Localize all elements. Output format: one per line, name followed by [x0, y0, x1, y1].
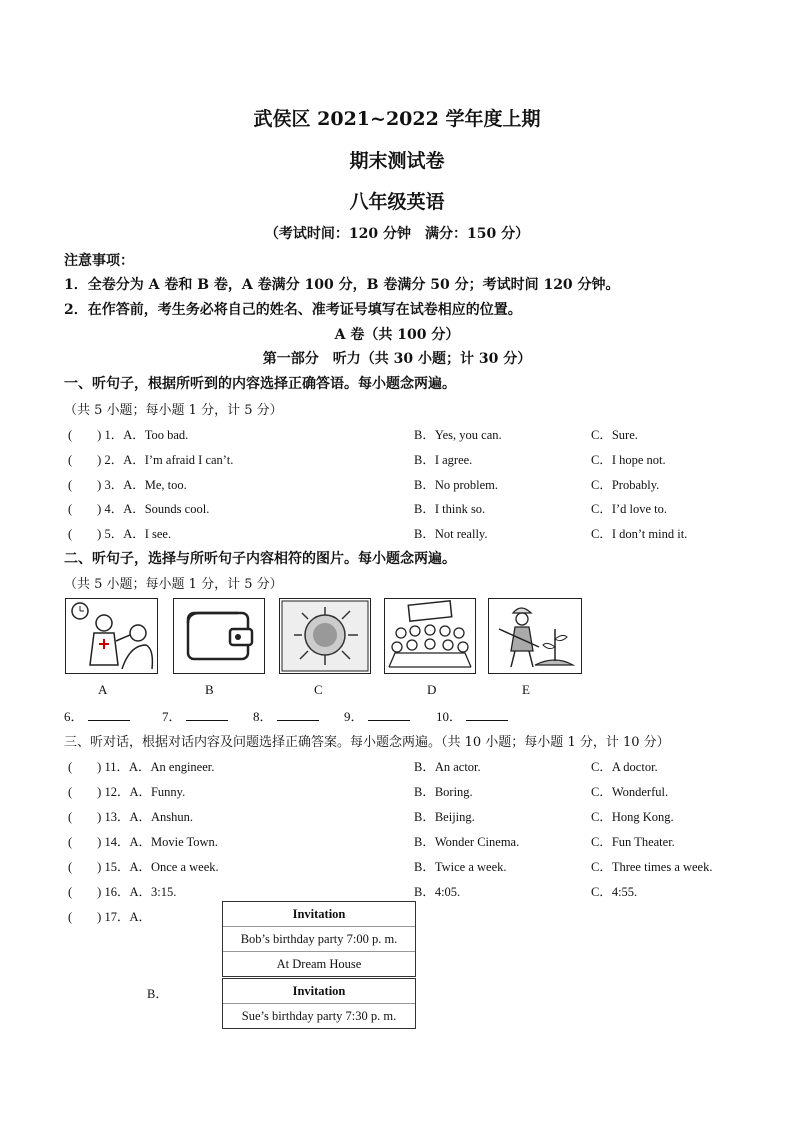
question-row — [0, 425, 794, 447]
option-a: ( ) 15．A．Once a week. — [68, 860, 219, 874]
exam-subtitle: 期末测试卷 — [349, 150, 445, 172]
picture-label: E — [522, 682, 530, 697]
exam-title: 武侯区 2021~2022 学年度上期 — [253, 108, 541, 130]
picture-b — [173, 598, 265, 674]
question-row — [0, 524, 794, 546]
invitation-line: Bob’s birthday party 7:00 p. m. — [223, 927, 415, 952]
option-c: C．Fun Theater. — [591, 835, 675, 849]
picture-a — [65, 598, 158, 674]
answer-blank[interactable] — [162, 706, 228, 725]
option-b: B． — [147, 987, 168, 1001]
cinema-audience-icon — [385, 599, 475, 673]
option-a: ( ) 11．A．An engineer. — [68, 760, 215, 774]
question-row — [0, 832, 794, 854]
option-a: ( ) 12．A．Funny. — [68, 785, 186, 799]
fireworks-icon — [280, 599, 370, 673]
blank-number: 7． — [162, 709, 182, 724]
section1-note: （共 5 小题；每小题 1 分，计 5 分） — [64, 403, 283, 418]
answer-blank[interactable] — [64, 706, 130, 725]
question-row — [0, 807, 794, 829]
option-b: B．No problem. — [414, 478, 499, 492]
option-c: C．I hope not. — [591, 453, 666, 467]
option-c: C．Probably. — [591, 478, 660, 492]
picture-e — [488, 598, 582, 674]
option-c: C．Sure. — [591, 428, 638, 442]
option-a: ( ) 4．A．Sounds cool. — [68, 502, 210, 516]
blank-number: 8． — [253, 709, 273, 724]
option-b: B．I agree. — [414, 453, 473, 467]
picture-label: B — [205, 682, 214, 697]
option-b: B．I think so. — [414, 502, 486, 516]
question-row — [0, 475, 794, 497]
invitation-card-a — [222, 901, 416, 977]
option-c: C．Three times a week. — [591, 860, 713, 874]
question-row — [0, 857, 794, 879]
option-a: ( ) 16．A．3:15. — [68, 885, 177, 899]
invitation-line: At Dream House — [276, 957, 362, 971]
wallet-icon — [174, 599, 264, 673]
exam-subject: 八年级英语 — [349, 191, 445, 213]
note-item: 1．全卷分为 A 卷和 B 卷，A 卷满分 100 分，B 卷满分 50 分；考试时间 120 分钟。 — [64, 277, 620, 293]
section2-note: （共 5 小题；每小题 1 分，计 5 分） — [64, 577, 283, 592]
option-a: ( ) 3．A．Me, too. — [68, 478, 187, 492]
doctor-patient-icon — [66, 599, 157, 673]
option-a: ( ) 14．A．Movie Town. — [68, 835, 218, 849]
answer-blank[interactable] — [253, 706, 319, 725]
picture-d — [384, 598, 476, 674]
picture-label: D — [427, 682, 437, 697]
option-a: ( ) 1．A．Too bad. — [68, 428, 189, 442]
part1-title: 第一部分 听力（共 30 小题；计 30 分） — [262, 351, 532, 367]
picture-c — [279, 598, 371, 674]
picture-label: A — [98, 682, 108, 697]
option-b: B．Beijing. — [414, 810, 475, 824]
option-b: B．Not really. — [414, 527, 488, 541]
paper-a-title: A 卷（共 100 分） — [334, 327, 460, 343]
option-c: C．Wonderful. — [591, 785, 669, 799]
invitation-line: Sue’s birthday party 7:30 p. m. — [241, 1009, 397, 1023]
question-row — [0, 450, 794, 472]
option-b: B．An actor. — [414, 760, 481, 774]
option-b: B．Yes, you can. — [414, 428, 502, 442]
option-c: C．I don’t mind it. — [591, 527, 688, 541]
option-b: B．Twice a week. — [414, 860, 507, 874]
picture-label: C — [314, 682, 323, 697]
option-a: ( ) 13．A．Anshun. — [68, 810, 193, 824]
section3-title: 三、听对话，根据对话内容及问题选择正确答案。每小题念两遍。（共 10 小题；每小题 1 分，计 10 分） — [64, 735, 670, 750]
section1-title: 一、听句子，根据所听到的内容选择正确答语。每小题念两遍。 — [64, 376, 456, 392]
answer-blank[interactable] — [436, 706, 508, 725]
blank-number: 9． — [344, 709, 364, 724]
option-a: ( ) 5．A．I see. — [68, 527, 172, 541]
option-b: B．Wonder Cinema. — [414, 835, 520, 849]
blank-number: 10． — [436, 709, 463, 724]
question-row — [0, 499, 794, 521]
blank-number: 6． — [64, 709, 84, 724]
invitation-heading: Invitation — [223, 902, 415, 927]
option-c: C．I’d love to. — [591, 502, 668, 516]
option-c: C．4:55. — [591, 885, 638, 899]
option-a: ( ) 2．A．I’m afraid I can’t. — [68, 453, 234, 467]
invitation-card-b — [222, 978, 416, 1029]
invitation-heading: Invitation — [223, 979, 415, 1004]
answer-blank[interactable] — [344, 706, 410, 725]
question-row — [0, 782, 794, 804]
option-b: B．Boring. — [414, 785, 473, 799]
option-c: C．Hong Kong. — [591, 810, 674, 824]
notes-heading: 注意事项： — [64, 253, 134, 269]
planting-tree-icon — [489, 599, 581, 673]
question-row — [0, 757, 794, 779]
option-a: ( ) 17．A． — [68, 910, 151, 924]
exam-info: （考试时间：120 分钟 满分：150 分） — [264, 226, 530, 242]
option-c: C．A doctor. — [591, 760, 658, 774]
option-b: B．4:05. — [414, 885, 461, 899]
note-item: 2．在作答前，考生务必将自己的姓名、准考证号填写在试卷相应的位置。 — [64, 302, 522, 318]
section2-title: 二、听句子，选择与所听句子内容相符的图片。每小题念两遍。 — [64, 551, 456, 567]
